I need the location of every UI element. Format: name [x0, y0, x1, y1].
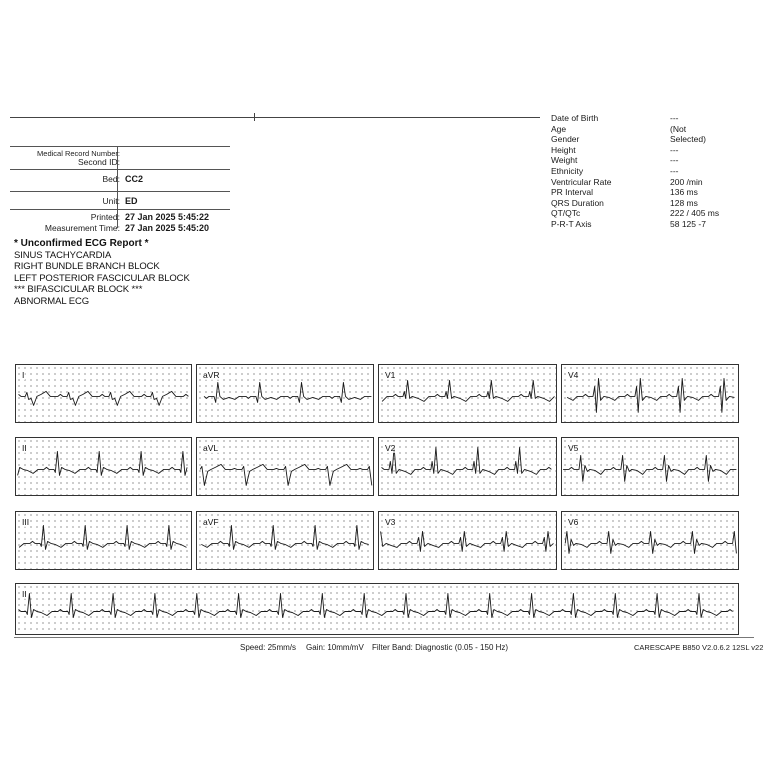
ecg-trace-V1: [379, 365, 556, 422]
ecg-trace-I: [16, 365, 191, 422]
ecg-waveform-path: [565, 531, 736, 553]
ecg-waveform-path: [563, 455, 736, 481]
printed-label: Printed:: [90, 212, 120, 222]
lead-label-III: III: [22, 517, 30, 527]
measurement-value: 222 / 405 ms: [670, 208, 720, 219]
ecg-trace-V6: [562, 512, 738, 569]
measurement-label: QRS Duration: [551, 197, 604, 208]
measurement-value: 128 ms: [670, 197, 698, 208]
measurement-time-value: 27 Jan 2025 5:45:20: [125, 223, 210, 233]
interpretation-statement: *** BIFASCICULAR BLOCK ***: [14, 284, 143, 295]
lead-label-V5: V5: [568, 443, 579, 453]
unit-label: Unit:: [102, 196, 120, 206]
lead-label-V4: V4: [568, 370, 579, 380]
ecg-lead-aVL: [196, 437, 374, 496]
measurement-time-label: Measurement Time:: [44, 223, 120, 233]
device-version: CARESCAPE B850 V2.0.6.2 12SL v22: [634, 643, 764, 652]
measurement-value: 136 ms: [670, 187, 698, 198]
lead-label-aVL: aVL: [203, 443, 219, 453]
ecg-lead-V5: [561, 437, 739, 496]
ecg-trace-aVR: [197, 365, 373, 422]
measurement-label: Ethnicity: [551, 165, 584, 176]
lead-label-I: I: [22, 370, 25, 380]
measurement-row: [551, 145, 760, 156]
lead-label-V2: V2: [385, 443, 396, 453]
ecg-lead-II: [15, 437, 192, 496]
measurement-value: (Not: [670, 123, 687, 134]
ecg-lead-V4: [561, 364, 739, 423]
interpretation-statement: RIGHT BUNDLE BRANCH BLOCK: [14, 261, 160, 272]
medical-record-label: Medical Record Number:: [37, 149, 120, 158]
lead-label-V3: V3: [385, 517, 396, 527]
measurement-value: Selected): [670, 134, 706, 145]
speed-setting: Speed: 25mm/s: [240, 643, 297, 652]
measurement-label: P-R-T Axis: [551, 218, 592, 229]
measurement-row: [551, 187, 760, 198]
bed-value: CC2: [125, 174, 144, 184]
measurement-label: Age: [551, 123, 567, 134]
bed-label: Bed:: [102, 174, 120, 184]
ecg-rhythm-strip-II: [15, 583, 739, 635]
ecg-waveform-path: [19, 525, 186, 549]
ecg-waveform-path: [201, 525, 368, 549]
measurement-row: [551, 177, 760, 188]
measurement-label: Ventricular Rate: [551, 176, 612, 187]
lead-label-aVR: aVR: [203, 370, 220, 380]
unit-value: ED: [125, 196, 138, 206]
measurement-row: [551, 219, 760, 230]
ecg-trace-V2: [379, 438, 556, 495]
ecg-lead-I: [15, 364, 192, 423]
measurement-value: ---: [670, 165, 679, 176]
ecg-trace-V3: [379, 512, 556, 569]
ecg-waveform-path: [567, 378, 734, 412]
measurement-row: [551, 134, 760, 145]
report-title: * Unconfirmed ECG Report *: [14, 238, 149, 249]
ecg-trace-V4: [562, 365, 738, 422]
ecg-lead-V2: [378, 437, 557, 496]
ecg-lead-aVF: [196, 511, 374, 570]
lead-label-II: II: [22, 443, 27, 453]
ecg-trace-III: [16, 512, 191, 569]
lead-label-V1: V1: [385, 370, 396, 380]
second-id-label: Second ID:: [77, 157, 120, 167]
measurement-row: [551, 198, 760, 209]
ecg-trace-aVF: [197, 512, 373, 569]
ecg-lead-V1: [378, 364, 557, 423]
ecg-waveform-path: [19, 594, 733, 618]
measurement-label: QT/QTc: [551, 208, 581, 219]
measurement-value: 200 /min: [670, 176, 703, 187]
header-rule: [10, 117, 540, 118]
ecg-trace-V5: [562, 438, 738, 495]
interpretation-statement: LEFT POSTERIOR FASCICULAR BLOCK: [14, 272, 190, 284]
interpretation-statement: SINUS TACHYCARDIA: [14, 249, 112, 261]
measurement-value: ---: [670, 144, 679, 155]
ecg-waveform-path: [382, 380, 554, 401]
ecg-lead-aVR: [196, 364, 374, 423]
measurement-value: 58 125 -7: [670, 218, 706, 229]
ecg-lead-III: [15, 511, 192, 570]
lead-label-rhythm: II: [22, 589, 27, 599]
ecg-lead-V6: [561, 511, 739, 570]
lead-label-V6: V6: [568, 517, 579, 527]
measurement-label: Weight: [551, 155, 578, 166]
ecg-lead-V3: [378, 511, 557, 570]
measurement-label: Height: [551, 144, 576, 155]
ecg-trace-II: [16, 438, 191, 495]
ecg-waveform-path: [382, 447, 552, 474]
measurement-label: Date of Birth: [551, 113, 599, 123]
lead-label-aVF: aVF: [203, 517, 219, 527]
ecg-waveform-path: [19, 391, 189, 405]
ecg-waveform-path: [204, 382, 371, 402]
measurement-value: ---: [670, 155, 679, 166]
measurements-panel: [551, 113, 760, 230]
measurement-label: Gender: [551, 134, 580, 145]
measurement-row: [551, 166, 760, 177]
ecg-waveform-path: [381, 531, 554, 551]
gain-setting: Gain: 10mm/mV: [306, 643, 364, 652]
ecg-trace-aVL: [197, 438, 373, 495]
interpretation-block: [14, 238, 190, 307]
ecg-waveform-path: [18, 451, 188, 475]
measurement-row: [551, 208, 760, 219]
interpretation-statement: ABNORMAL ECG: [14, 295, 89, 307]
measurement-label: PR Interval: [551, 187, 594, 198]
ecg-waveform-path: [200, 464, 372, 485]
printed-value: 27 Jan 2025 5:45:22: [125, 212, 210, 222]
measurement-row: [551, 124, 760, 135]
filter-band-setting: Filter Band: Diagnostic (0.05 - 150 Hz): [372, 643, 509, 652]
footer-rule: [14, 637, 754, 638]
measurement-row: [551, 155, 760, 166]
ecg-trace-rhythm: [16, 584, 738, 634]
measurement-value: ---: [670, 113, 679, 123]
measurement-row: [551, 113, 760, 124]
